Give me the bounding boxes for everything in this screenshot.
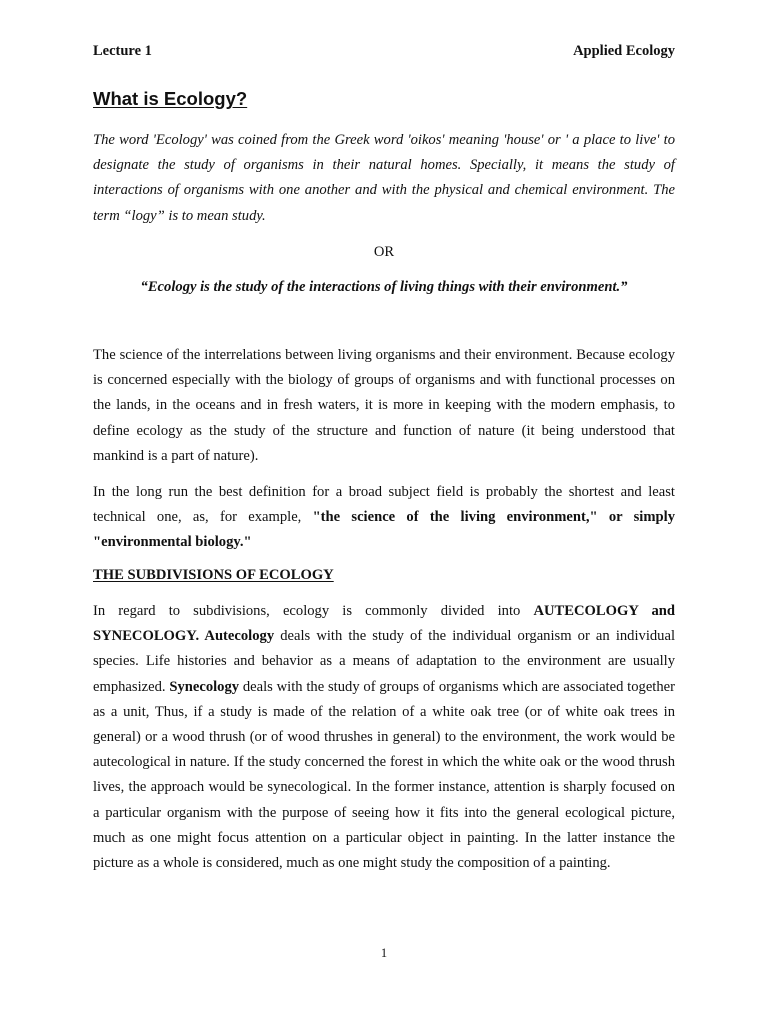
paragraph-interrelations: The science of the interrelations between living organisms and their environment. Because ecology is concerned especially with the biology of groups of organisms and with functional processes on the lands, in the oceans and in fresh waters, it is more in keeping with the modern emphasis, to define ecology as the study of the structure and function of nature (it being understood that mankind is a part of nature). — [93, 347, 675, 464]
paragraph-text: In regard to subdivisions, ecology is commonly divided into — [93, 603, 534, 619]
ecology-definition: “Ecology is the study of the interactions of living things with their environment.” — [140, 279, 628, 295]
intro-paragraph: The word 'Ecology' was coined from the Greek word 'oikos' meaning 'house' or ' a place to live' to designate the study of organisms in their natural homes. Specially, it means the study of interactions of organisms with one another and with the physical and chemical environment. The term “logy” is to mean study. — [93, 132, 675, 224]
or-separator: OR — [373, 244, 395, 260]
section-heading-subdivisions: THE SUBDIVISIONS OF ECOLOGY — [93, 567, 334, 583]
paragraph-text: In the long run the best definition for a broad subject field is probably the shortest and least technical one, as, for example, — [93, 484, 675, 526]
header-course-title: Applied Ecology — [573, 43, 675, 59]
page-title: What is Ecology? — [93, 88, 248, 109]
paragraph-text: deals with the study of the individual organism or an individual species. Life histories and behavior as a means of adaptation to the environment are usually emphasized. — [93, 628, 675, 695]
document-page — [93, 0, 675, 1024]
paragraph-bold-quote: "the science of the living environment," or simply "environmental biology." — [93, 509, 675, 551]
term-synecology: Synecology — [169, 678, 240, 695]
paragraph-subdivisions — [93, 599, 675, 876]
term-autecology-synecology: AUTECOLOGY and SYNECOLOGY. Autecology — [93, 603, 675, 645]
header-lecture-label: Lecture 1 — [93, 43, 152, 59]
page-header — [93, 43, 675, 60]
paragraph-text: deals with the study of groups of organisms which are associated together as a unit, Thus, if a study is made of the relation of a white oak tree (or of white oak trees in general) or a wood thrush (or of wood thrushes in general) to the environment, the work would be autecological in nature. If the study concerned the forest in which the white oak or the wood thrush lives, the approach would be synecological. In the former instance, attention is sharply focused on a particular organism with the purpose of seeing how it fits into the general ecological picture, much as one might focus attention on a particular object in painting. In the latter instance the picture as a whole is considered, much as one might study the composition of a painting. — [93, 678, 675, 872]
page-number: 1 — [380, 946, 388, 960]
paragraph-best-definition — [93, 480, 675, 556]
